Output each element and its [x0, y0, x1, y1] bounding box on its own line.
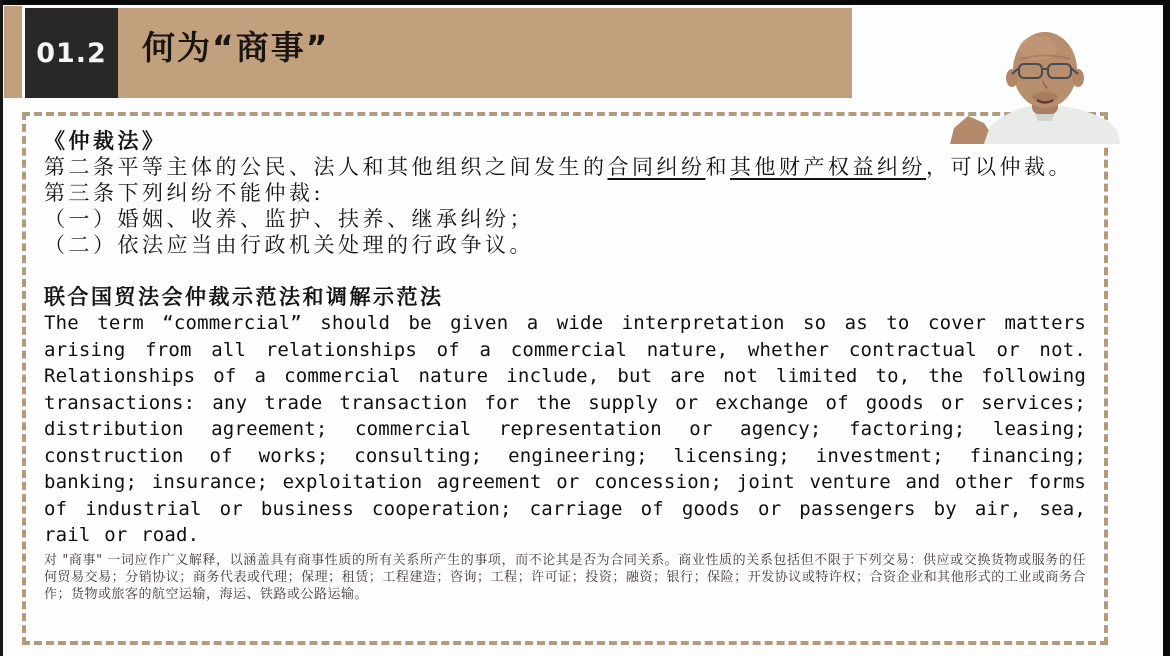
article-2-text: 第二条平等主体的公民、法人和其他组织之间发生的: [44, 155, 608, 179]
article-3-item-1: （一）婚姻、收养、监护、扶养、继承纠纷；: [44, 207, 534, 231]
article-2-suffix: ，可以仲裁。: [926, 155, 1073, 179]
uncitral-english-definition: The term “commercial” should be given a wide interpretation so as to cover matters arising from all relationships of a commercial nature, whether contractual or not. Relationships of a commercial nature include, but are not limited to, the following transactions: any trade transaction for the supply or exchange of goods or services; distribution agreement; commercial representation or agency; factoring; leasing; construction of works; consulting; engineering; licensing; investment; financing; banking; insurance; exploitation agreement or concession; joint venture and other forms of industrial or business cooperation; carriage of goods or passengers by air, sea, rail or road.: [44, 312, 1086, 546]
section-number-box: [25, 8, 118, 98]
header-accent-bar: [4, 6, 22, 98]
article-2-conjunction: 和: [705, 155, 730, 179]
screen-left-border: [0, 0, 3, 656]
content-panel: [22, 112, 1108, 645]
header-title-bar: [118, 8, 852, 98]
slide-title: 何为“商事”: [142, 28, 330, 67]
screen-right-border: [1163, 0, 1170, 656]
presenter-webcam-video: [948, 4, 1163, 144]
article-2-underlined-phrase-1: 合同纠纷: [607, 155, 706, 179]
article-3-item-2: （二）依法应当由行政机关处理的行政争议。: [44, 233, 534, 257]
screen-top-border: [0, 0, 1170, 5]
law-title: 《仲裁法》: [44, 128, 167, 153]
model-law-heading: 联合国贸法会仲裁示范法和调解示范法: [44, 284, 444, 309]
article-3: 第三条下列纠纷不能仲裁:: [44, 181, 325, 205]
section-number: 01.2: [36, 37, 107, 69]
article-2: [44, 154, 1086, 180]
article-2-underlined-phrase-2: 其他财产权益纠纷: [730, 155, 926, 179]
chinese-translation-note: 对 "商事" 一词应作广义解释，以涵盖具有商事性质的所有关系所产生的事项，而不论其是否为合同关系。商业性质的关系包括但不限于下列交易：供应或交换货物或服务的任何贸易交易；分销协议；商务代表或代理；保理；租赁；工程建造；咨询；工程；许可证；投资；融资；银行；保险；开发协议或特许权；合资企业和其他形式的工业或商务合作；货物或旅客的航空运输，海运、铁路或公路运输。: [44, 552, 1086, 602]
